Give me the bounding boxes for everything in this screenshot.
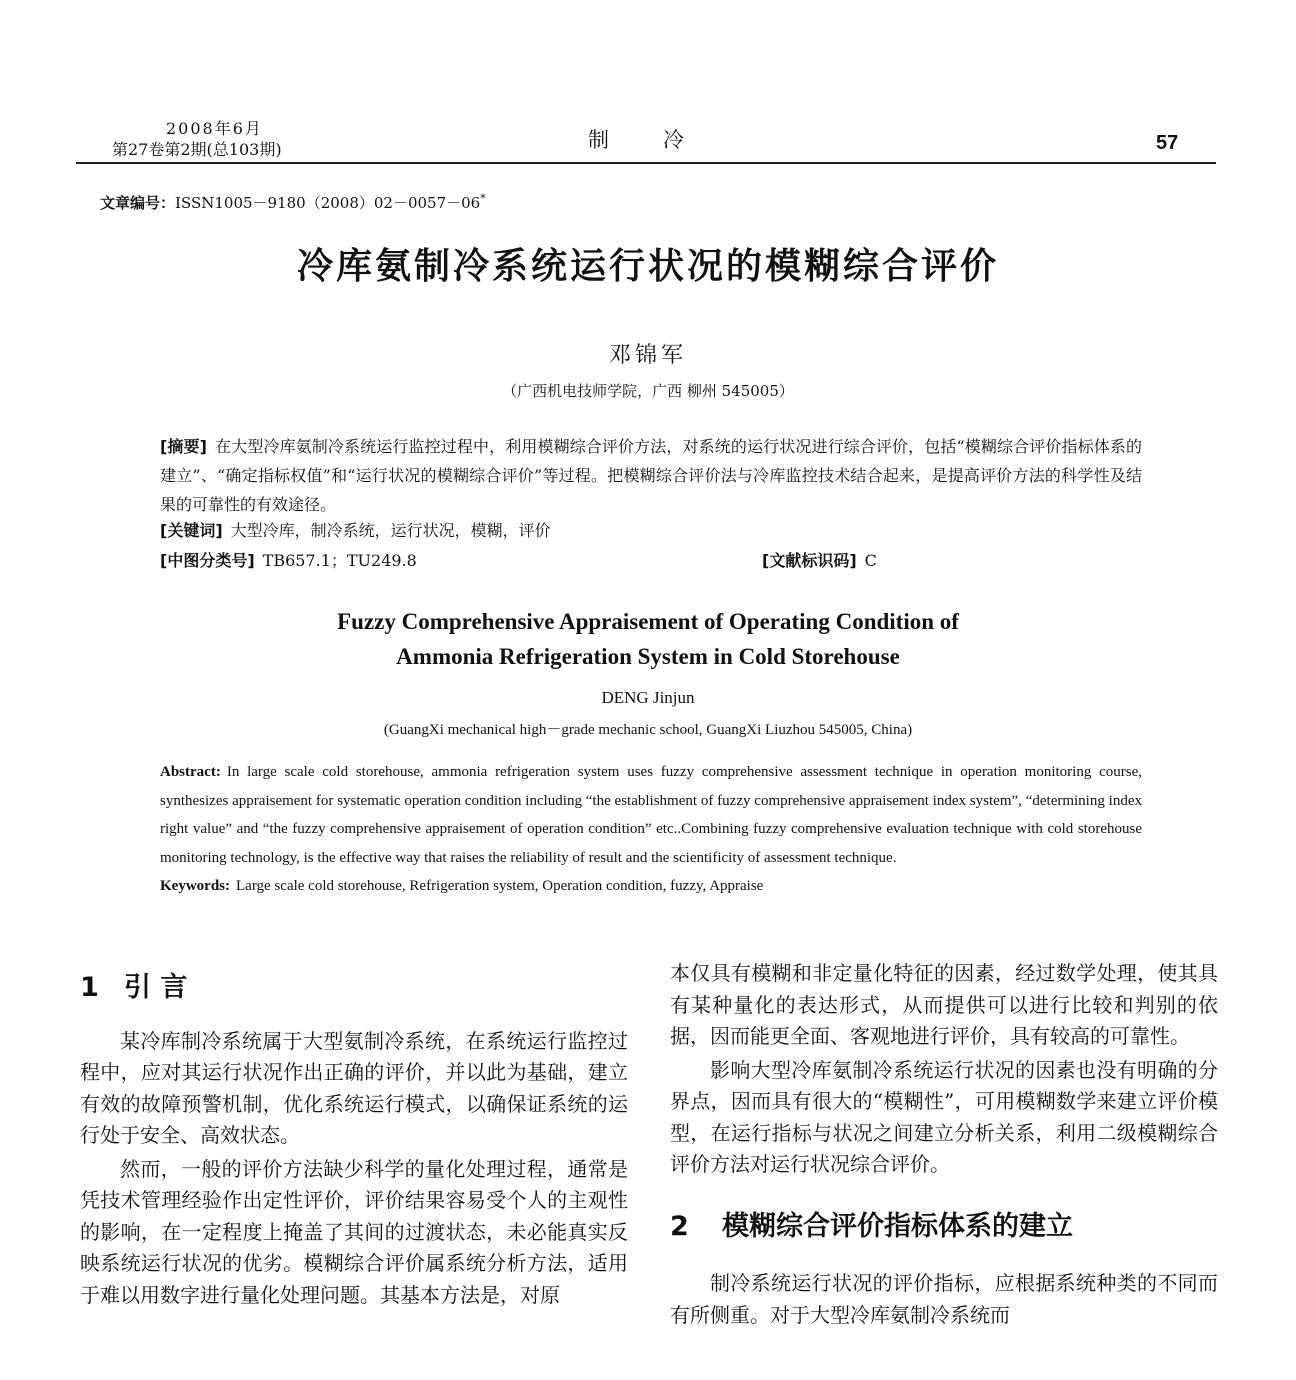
section-number-2: 2 bbox=[670, 1210, 689, 1242]
section-heading-2 bbox=[670, 1211, 1218, 1243]
keywords-cn-text: 大型冷库，制冷系统，运行状况，模糊，评价 bbox=[230, 521, 551, 540]
keywords-cn bbox=[160, 518, 1142, 544]
page-number: 57 bbox=[1156, 132, 1179, 154]
abstract-cn-text: 在大型冷库氨制冷系统运行监控过程中，利用模糊综合评价方法，对系统的运行状况进行综合评价，包括“模糊综合评价指标体系的建立”、“确定指标权值”和“运行状况的模糊综合评价”等过程。把模糊综合评价法与冷库监控技术结合起来，是提高评价方法的科学性及结果的可靠性的有效途径。 bbox=[160, 437, 1142, 514]
abstract-en bbox=[160, 758, 1142, 901]
author-cn: 邓锦军 bbox=[608, 343, 687, 368]
abstract-cn-label: [摘要] bbox=[160, 437, 207, 456]
body-column-left bbox=[80, 958, 628, 1311]
body-column-right bbox=[670, 958, 1218, 1331]
issue-volume: 第27卷第2期(总103期) bbox=[112, 140, 282, 159]
document-code bbox=[762, 548, 877, 574]
article-number bbox=[100, 192, 486, 213]
paper-title-en-line1: Fuzzy Comprehensive Appraisement of Operating Condition of bbox=[337, 609, 959, 634]
section-heading-1 bbox=[80, 972, 628, 1004]
document-code-value: C bbox=[864, 551, 877, 570]
document-code-label: [文献标识码] bbox=[762, 551, 857, 570]
article-number-mark: * bbox=[480, 192, 486, 205]
issue-date: 2008年6月 bbox=[166, 119, 263, 138]
author-en: DENG Jinjun bbox=[601, 688, 695, 707]
body-paragraph: 本仅具有模糊和非定量化特征的因素，经过数学处理，使其具有某种量化的表达形式，从而提供可以进行比较和判别的依据，因而能更全面、客观地进行评价，具有较高的可靠性。 bbox=[670, 961, 1218, 1048]
body-paragraph: 影响大型冷库氨制冷系统运行状况的因素也没有明确的分界点，因而具有很大的“模糊性”，可用模糊数学来建立评价模型，在运行指标与状况之间建立分析关系，利用二级模糊综合评价方法对运行状况综合评价。 bbox=[670, 1057, 1218, 1176]
clc-value: TB657.1；TU249.8 bbox=[262, 551, 417, 570]
abstract-cn bbox=[160, 432, 1142, 519]
body-paragraph: 制冷系统运行状况的评价指标，应根据系统种类的不同而有所侧重。对于大型冷库氨制冷系统而 bbox=[670, 1271, 1218, 1327]
clc-label: [中图分类号] bbox=[160, 551, 255, 570]
section-title-2: 模糊综合评价指标体系的建立 bbox=[722, 1210, 1073, 1242]
affiliation-cn: （广西机电技师学院，广西 柳州 545005） bbox=[502, 382, 794, 400]
paper-title-cn: 冷库氨制冷系统运行状况的模糊综合评价 bbox=[296, 246, 999, 287]
running-header-issue bbox=[112, 118, 372, 160]
paper-title-en bbox=[0, 604, 1296, 674]
journal-name: 制冷 bbox=[588, 128, 738, 152]
affiliation-en: (GuangXi mechanical high－grade mechanic school, GuangXi Liuzhou 545005, China) bbox=[383, 722, 913, 738]
body-paragraph: 某冷库制冷系统属于大型氨制冷系统，在系统运行监控过程中，应对其运行状况作出正确的评价，并以此为基础，建立有效的故障预警机制，优化系统运行模式，以确保证系统的运行处于安全、高效状态。 bbox=[80, 1028, 628, 1147]
header-rule bbox=[76, 162, 1216, 164]
paper-title-en-line2: Ammonia Refrigeration System in Cold Storehouse bbox=[396, 644, 900, 669]
section-number-1: 1 bbox=[80, 972, 99, 1003]
abstract-en-text: In large scale cold storehouse, ammonia refrigeration system uses fuzzy comprehensive assessment technique in operation monitoring course, synthesizes appraisement for systematic operation condition including “the establishment of fuzzy comprehensive appraisement index system”, “determining index right value” and “the fuzzy comprehensive appraisement of operation condition” etc..Combining fuzzy comprehensive evaluation technique with cold storehouse monitoring technology, is the effective way that raises the reliability of result and the scientificity of assessment technique. bbox=[160, 764, 1142, 866]
body-paragraph: 然而，一般的评价方法缺少科学的量化处理过程，通常是凭技术管理经验作出定性评价，评价结果容易受个人的主观性的影响，在一定程度上掩盖了其间的过渡状态，未必能真实反映系统运行状况的优劣。模糊综合评价属系统分析方法，适用于难以用数字进行量化处理问题。其基本方法是，对原 bbox=[80, 1156, 628, 1307]
keywords-en-label: Keywords: bbox=[160, 878, 230, 894]
classification-line bbox=[160, 548, 1142, 574]
article-number-label: 文章编号： bbox=[100, 194, 176, 212]
section-title-1: 引 言 bbox=[124, 972, 188, 1003]
abstract-en-label: Abstract: bbox=[160, 764, 221, 780]
article-number-value: ISSN1005－9180（2008）02－0057－06 bbox=[175, 194, 481, 212]
keywords-cn-label: [关键词] bbox=[160, 521, 223, 540]
keywords-en-text: Large scale cold storehouse, Refrigeration system, Operation condition, fuzzy, Appraise bbox=[236, 878, 764, 894]
